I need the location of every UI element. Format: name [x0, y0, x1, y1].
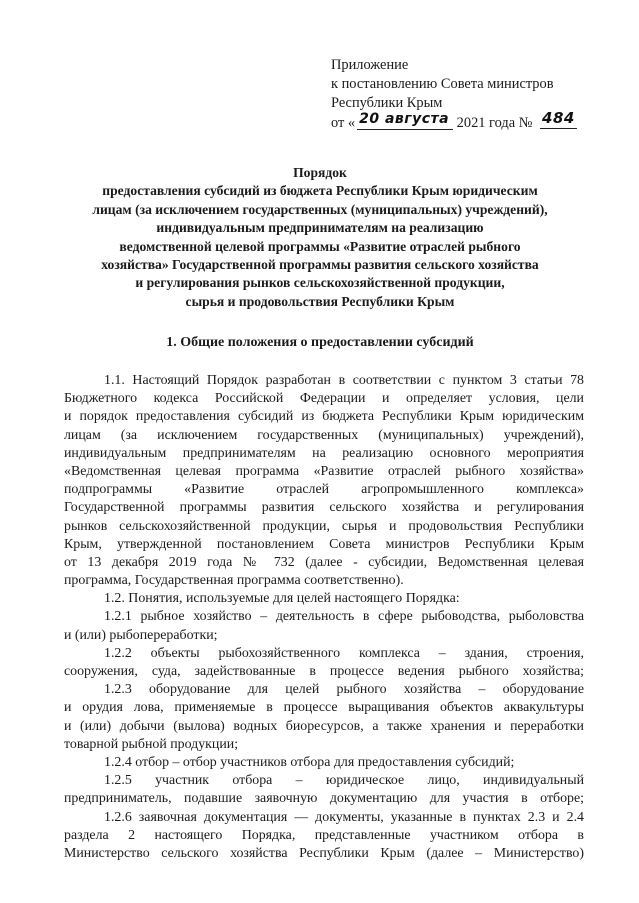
body-line: «Ведомственная целевая программа «Развитие отраслей рыбного хозяйства» — [64, 463, 584, 479]
appendix-label: Приложение — [331, 57, 409, 73]
section-heading: 1. Общие положения о предоставлении субсидий — [166, 335, 474, 350]
title-line: индивидуальным предпринимателям на реализацию — [156, 220, 484, 236]
body-line: от 13 декабря 2019 года № 732 (далее - субсидии, Ведомственная целевая — [64, 554, 584, 570]
appendix-block — [331, 56, 577, 134]
body-line: 1.2.5 участник отбора – юридическое лицо, индивидуальный — [104, 773, 584, 789]
appendix-resolution: к постановлению Совета министров — [331, 76, 554, 92]
body-line: программа, Государственная программа соответственно). — [64, 573, 404, 589]
year-text: 2021 года — [456, 115, 516, 131]
body-line: и порядок предоставления субсидий из бюджета Республики Крым юридическим — [64, 409, 584, 425]
body-line: 1.2.4 отбор – отбор участников отбора для предоставления субсидий; — [104, 754, 515, 770]
body-line: 1.2.6 заявочная документация — документы, указанные в пунктах 2.3 и 2.4 — [104, 809, 584, 825]
body-line: Государственной программы развития сельского хозяйства и регулирования — [64, 500, 584, 516]
title-line: предоставления субсидий из бюджета Республики Крым юридическим — [102, 183, 538, 199]
title-line: сырья и продовольствия Республики Крым — [185, 293, 455, 309]
body-line: Министерство сельского хозяйства Республики Крым (далее – Министерство) — [64, 845, 584, 861]
body-line: индивидуальным предпринимателям на реализацию основного мероприятия — [64, 445, 584, 461]
title-line: ведомственной целевой программы «Развитие отраслей рыбного — [119, 238, 521, 254]
body-line: 1.2.3 оборудование для целей рыбного хозяйства – оборудование — [104, 682, 584, 698]
body-line: Бюджетного кодекса Российской Федерации и определяет условия, цели — [64, 391, 584, 407]
body-text — [64, 372, 584, 863]
body-line: 1.2.1 рыбное хозяйство – деятельность в сфере рыбоводства, рыболовства — [104, 609, 584, 625]
title-line: и регулирования рынков сельскохозяйственной продукции, — [135, 275, 505, 291]
body-line: и (или) рыбопереработки; — [64, 627, 218, 643]
number-sign: № — [518, 115, 533, 131]
appendix-date-line — [331, 109, 577, 134]
body-line: Крым, утвержденной постановлением Совета министров Республики Крым — [64, 536, 584, 552]
body-line: подпрограммы «Развитие отраслей агропромышленного комплекса» — [64, 482, 584, 498]
title-line: лицам (за исключением государственных (муниципальных) учреждений), — [92, 201, 548, 217]
body-line: предприниматель, подавшие заявочную документацию для участия в отборе; — [64, 791, 584, 807]
body-line: и (или) добычи (вылова) водных биоресурсов, а также хранения и переработки — [64, 718, 584, 734]
body-line: 1.2. Понятия, используемые для целей настоящего Порядка: — [104, 591, 460, 607]
title-line: Порядок — [293, 165, 347, 180]
body-line: рынков сельскохозяйственной продукции, сырья и продовольствия Республики — [64, 518, 584, 534]
title-line: хозяйства» Государственной программы развития сельского хозяйства — [101, 257, 539, 273]
body-line: 1.2.2 объекты рыбохозяйственного комплекса – здания, строения, — [104, 645, 584, 661]
body-line: 1.1. Настоящий Порядок разработан в соответствии с пунктом 3 статьи 78 — [104, 373, 584, 388]
handwritten-date: 20 августа — [357, 110, 453, 130]
date-prefix: от « — [331, 115, 356, 131]
body-line: лицам (за исключением государственных (муниципальных) учреждений), — [64, 427, 584, 443]
handwritten-number: 484 — [542, 109, 575, 127]
body-line: товарной рыбной продукции; — [64, 736, 239, 752]
body-line: сооружения, суда, задействованные в процессе ведения рыбного хозяйства; — [64, 664, 584, 679]
body-line: раздела 2 настоящего Порядка, представленные участником отбора в — [64, 827, 584, 843]
appendix-republic: Республики Крым — [331, 95, 443, 111]
document-title — [40, 164, 600, 311]
body-line: и орудия лова, применяемые в процессе выращивания объектов аквакультуры — [64, 700, 584, 716]
